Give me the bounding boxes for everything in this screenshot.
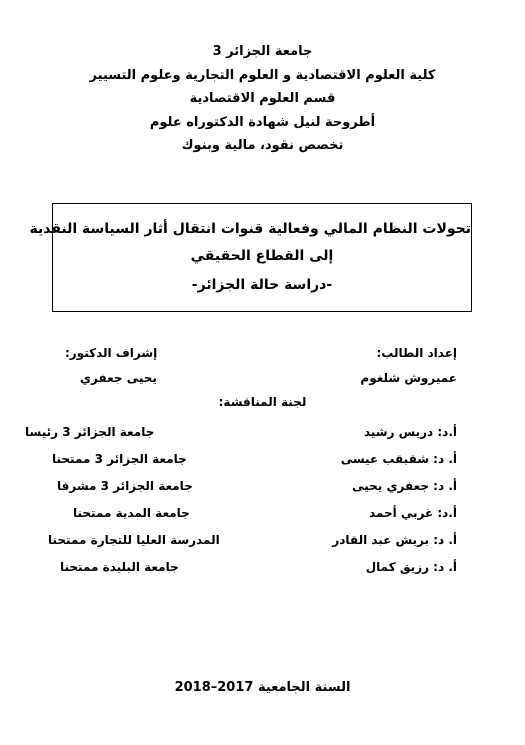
thesis-title-box <box>29 203 472 312</box>
university-name: جامعة الجزائر 3 <box>212 44 313 59</box>
specialty: تخصص نقود، مالية وبنوك <box>181 138 344 153</box>
committee-member-name: أ.د: دريس رشيد <box>363 425 457 439</box>
header-block <box>0 40 525 158</box>
committee-member-name: أ. د: رزيق كمال <box>365 560 457 574</box>
committee-member-name: أ. د: شقبقب عيسى <box>340 452 457 466</box>
committee-member-role: المدرسة العليا للتجارة ممتحنا <box>48 533 220 547</box>
committee-member-role: جامعة الجزائر 3 مشرفا <box>57 479 193 493</box>
committee-member-role: جامعة الجزائر 3 رئيسا <box>25 425 155 439</box>
committee-member-name: أ. د: جعفري يحيى <box>352 479 457 493</box>
committee-member-name: أ.د: غربي أحمد <box>368 506 457 520</box>
department-name: قسم العلوم الاقتصادية <box>189 91 336 106</box>
student-name: عميروش شلغوم <box>360 371 457 385</box>
faculty-name: كلية العلوم الاقتصادية و العلوم التجارية وعلوم التسيير <box>89 67 436 83</box>
case-study-subtitle: -دراسة حالة الجزائر- <box>191 277 333 293</box>
thesis-title-line2: إلى القطاع الحقيقي <box>190 248 334 264</box>
supervisor-name: يحيى جعفري <box>80 371 157 385</box>
committee-member-name: أ. د: بريش عبد القادر <box>332 533 457 547</box>
thesis-title-line1: تحولات النظام المالي وفعالية قنوات انتقال أثار السياسة النقدية <box>29 221 471 237</box>
academic-year: السنة الجامعية 2017–2018 <box>174 680 351 695</box>
thesis-type: أطروحة لنيل شهادة الدكتوراه علوم <box>149 114 376 130</box>
committee-member-role: جامعة الجزائر 3 ممتحنا <box>52 452 187 466</box>
committee-member-role: جامعة البليدة ممتحنا <box>60 560 179 574</box>
committee-member-role: جامعة المدية ممتحنا <box>73 506 190 520</box>
supervisor-label: إشراف الدكتور: <box>65 346 158 360</box>
committee-label: لجنة المناقشة: <box>218 395 307 409</box>
prepared-by-label: إعداد الطالب: <box>376 346 457 360</box>
